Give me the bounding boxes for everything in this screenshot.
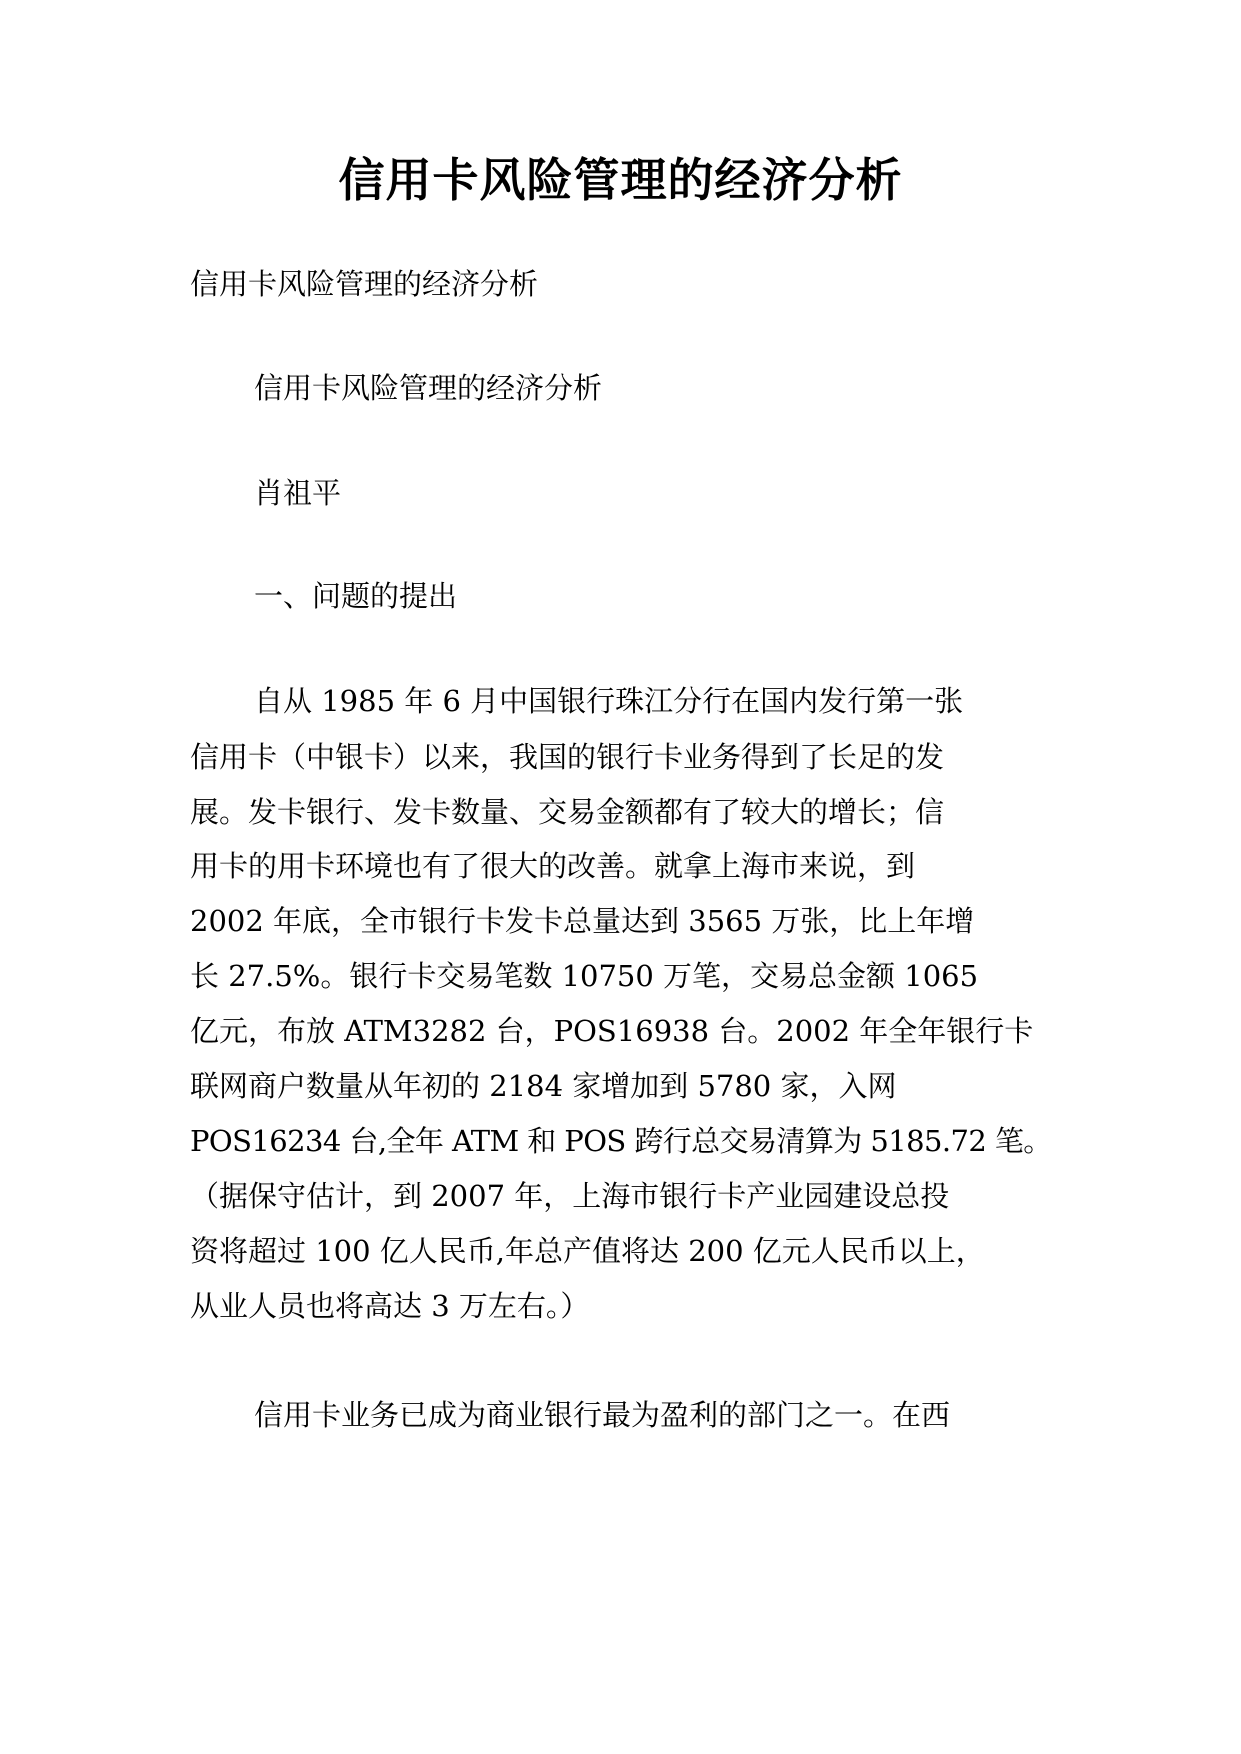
paragraph-1-line: 资将超过 100 亿人民币,年总产值将达 200 亿元人民币以上，: [190, 1234, 985, 1268]
paragraph-1-line: 展。发卡银行、发卡数量、交易金额都有了较大的增长；信: [190, 795, 945, 829]
paragraph-1-line: 亿元，布放 ATM3282 台，POS16938 台。2002 年全年银行卡: [190, 1014, 1034, 1048]
section-heading: 一、问题的提出: [254, 579, 458, 613]
paragraph-2-start: 信用卡业务已成为商业银行最为盈利的部门之一。在西: [254, 1398, 951, 1432]
paragraph-1-line: 长 27.5%。银行卡交易笔数 10750 万笔，交易总金额 1065: [190, 959, 979, 993]
paragraph-1-line: 从业人员也将高达 3 万左右。）: [190, 1289, 590, 1323]
paragraph-1-line: 2002 年底，全市银行卡发卡总量达到 3565 万张，比上年增: [190, 904, 975, 938]
paragraph-1-line: POS16234 台,全年 ATM 和 POS 跨行总交易清算为 5185.72 笔。: [190, 1124, 1052, 1158]
paragraph-1-line: 联网商户数量从年初的 2184 家增加到 5780 家，入网: [190, 1069, 897, 1103]
paragraph-1-line: 信用卡（中银卡）以来，我国的银行卡业务得到了长足的发: [190, 740, 945, 774]
paragraph-1-line: （据保守估计，到 2007 年，上海市银行卡产业园建设总投: [190, 1179, 950, 1213]
paragraph-1-line: 自从 1985 年 6 月中国银行珠江分行在国内发行第一张: [254, 684, 964, 718]
subtitle: 信用卡风险管理的经济分析: [254, 371, 603, 405]
document-title: 信用卡风险管理的经济分析: [338, 153, 903, 207]
paragraph-1-line: 用卡的用卡环境也有了很大的改善。就拿上海市来说，到: [190, 849, 916, 883]
heading-repeat: 信用卡风险管理的经济分析: [190, 267, 539, 301]
author-name: 肖祖平: [254, 476, 342, 510]
